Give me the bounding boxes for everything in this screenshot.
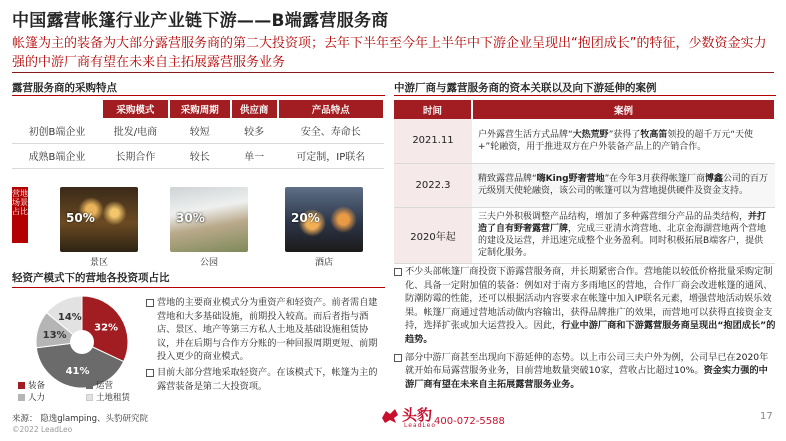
scenic-area-photo	[60, 187, 138, 252]
table-header: 产品特点	[278, 100, 384, 118]
case-desc	[472, 163, 775, 207]
case-text-bold: 大热荒野	[572, 129, 609, 140]
procurement-section-line	[12, 95, 385, 96]
case-text: ”获得了	[608, 129, 641, 140]
copyright: ©2022 LeadLeo	[12, 425, 73, 434]
row-label: 成熟B端企业	[12, 143, 102, 168]
hotel-photo	[285, 187, 363, 252]
scenic-area-caption: 景区	[89, 258, 108, 268]
page-number: 17	[760, 411, 773, 422]
table-row	[12, 118, 384, 143]
pie-label: 41%	[65, 366, 90, 378]
row-label: 初创B端企业	[12, 118, 102, 143]
legend-label: 土地租赁	[96, 393, 131, 403]
table-cell: 较短	[169, 118, 231, 143]
table-header-row	[394, 100, 775, 119]
investment-pie-chart	[34, 294, 130, 390]
table-header: 采购模式	[102, 100, 169, 118]
right-bullets	[394, 265, 776, 395]
bullet-upstream-investment	[394, 265, 776, 347]
table-cell: 较长	[169, 143, 231, 168]
table-header: 采购周期	[169, 100, 231, 118]
table-row	[394, 207, 775, 263]
legend-item	[18, 379, 45, 391]
bullet-text: 不少头部帐篷厂商投资下游露营服务商，并长期紧密合作。营地能以较低价格批量采购定制化、具备一定附加值的装备：例如对于南方多雨地区的营地，合作厂商会改进帐篷的通风、防潮防霉的性能，还可以根据活动内容要求在帐篷中加入IP联名元素，增强营地活动娱乐效果。帐篷厂商通过营地活动做内容输出，获得品牌推广的效果，而营地可以获得直接资金支持，选择扩张或加大运营投入。因此，	[405, 266, 773, 332]
case-text-bold: 牧高笛	[640, 129, 668, 140]
procurement-table	[12, 100, 385, 169]
table-cell: 可定制，IP联名	[278, 143, 384, 168]
pie-center-hole	[70, 330, 94, 354]
case-text: 领投的超千万元“天使+”轮融资，用于推进双方在户外装备产品上的产销合作。	[478, 129, 754, 152]
page-subtitle: 帐篷为主的装备为大部分露营服务商的第二大投资项；去年下半年至今年上半年中下游企业呈现出“抱团成长”的特征，少数资金实力强的中游厂商有望在未来自主拓展露营服务业务	[12, 36, 767, 70]
table-header: 供应商	[231, 100, 278, 118]
table-cell: 批发/电商	[102, 118, 169, 143]
case-text-bold: 嗨King野奢营地	[536, 173, 605, 184]
pie-section-line	[12, 287, 385, 288]
case-text: 三夫户外积极调整产品结构，增加了多种露营细分产品的品类结构，	[478, 211, 749, 222]
table-row	[12, 143, 384, 168]
pie-section-title: 轻资产模式下的营地各投资项占比	[12, 272, 170, 284]
table-cell: 安全、寿命长	[278, 118, 384, 143]
case-text: ”在今年3月获得帐篷厂商	[604, 173, 705, 184]
case-date: 2020年起	[394, 207, 472, 263]
case-date: 2021.11	[394, 119, 472, 163]
page-title: 中国露营帐篷行业产业链下游——B端露营服务商	[12, 11, 389, 31]
legend-swatch	[86, 394, 93, 401]
case-desc	[472, 119, 775, 163]
legend-swatch	[18, 382, 25, 389]
table-header: 时间	[394, 100, 472, 119]
bullet-business-model: 营地的主要商业模式分为重资产和轻资产。前者需自建营地和大多基础设施，前期投入较高。而后者指与酒店、景区、地产等第三方私人土地及基础设施租赁协议，并在后期与合作方分账的一种回报周期更短、前期投入更少的商业模式。	[146, 296, 386, 364]
table-cell: 长期合作	[102, 143, 169, 168]
legend-label: 装备	[28, 381, 46, 391]
legend-label: 运营	[96, 381, 114, 391]
case-text: 户外露营生活方式品牌“	[478, 129, 573, 140]
park-pct: 30%	[176, 211, 205, 225]
table-header-blank	[12, 100, 102, 118]
bullet-downstream-extension	[394, 351, 776, 392]
case-text: ，完成三亚清水湾营地、北京金海湖营地两个营地的建设及运营，并迅速完成整个业务盈利。同时积极拓展B端客户，提供定制化服务。	[478, 223, 767, 259]
scenic-area-pct: 50%	[66, 211, 95, 225]
cases-section-title: 中游厂商与露营服务商的资本关联以及向下游延伸的案例	[394, 82, 657, 94]
park-caption: 公园	[199, 258, 218, 268]
pie-label: 14%	[57, 312, 82, 324]
leopard-icon	[380, 406, 400, 426]
source-note: 来源： 隐逸glamping、头豹研究院	[12, 414, 148, 424]
procurement-section-title: 露营服务商的采购特点	[12, 82, 117, 94]
title-divider	[12, 72, 774, 73]
hotel-pct: 20%	[291, 211, 320, 225]
case-text-bold: 博鑫	[704, 173, 723, 184]
table-header-row	[12, 100, 384, 118]
scenario-side-label: 营地场景占比	[12, 187, 28, 243]
logo-text-en: LeadLeo	[404, 422, 437, 429]
table-row	[394, 119, 775, 163]
legend-item	[18, 391, 45, 403]
pie-label: 13%	[42, 330, 67, 342]
bullet-light-asset: 目前大部分营地采取轻资产。在该模式下，帐篷为主的露营装备是第二大投资项。	[146, 366, 386, 393]
legend-item	[86, 379, 113, 391]
case-desc	[472, 207, 775, 263]
legend-swatch	[18, 394, 25, 401]
case-text: 精致露营品牌“	[478, 173, 537, 184]
bullet-text-bold: 资金实力强的中游厂商有望在未来自主拓展露营服务业务。	[405, 365, 768, 390]
table-cell: 较多	[231, 118, 278, 143]
table-cell: 单一	[231, 143, 278, 168]
cases-table	[394, 100, 776, 264]
park-photo	[170, 187, 248, 252]
bullet-text-bold: 行业中游厂商和下游露营服务商呈现出“抱团成长”的趋势。	[405, 320, 776, 345]
left-bullets	[146, 296, 386, 395]
table-header: 案例	[472, 100, 775, 119]
table-row	[394, 163, 775, 207]
legend-label: 人力	[28, 393, 46, 403]
legend-item	[86, 391, 130, 403]
case-text-bold: 并打造了自有野奢露营厂牌	[478, 211, 767, 234]
legend-swatch	[86, 382, 93, 389]
logo-text-cn: 头豹	[402, 406, 433, 424]
hotline: 400-072-5588	[434, 416, 505, 427]
case-date: 2022.3	[394, 163, 472, 207]
cases-section-line	[394, 95, 776, 96]
bullet-text: 部分中游厂商甚至出现向下游延伸的态势。以上市公司三夫户外为例，公司早已在2020年就开始布局露营服务业务，目前营地数量突破10家，营收占比超过10%。	[405, 351, 769, 377]
hotel-caption: 酒店	[314, 258, 333, 268]
pie-label: 32%	[94, 322, 119, 334]
case-text: 公司的百万元级别天使轮融资，该公司的帐篷可以为营地提供硬件及资金支持。	[478, 173, 769, 196]
